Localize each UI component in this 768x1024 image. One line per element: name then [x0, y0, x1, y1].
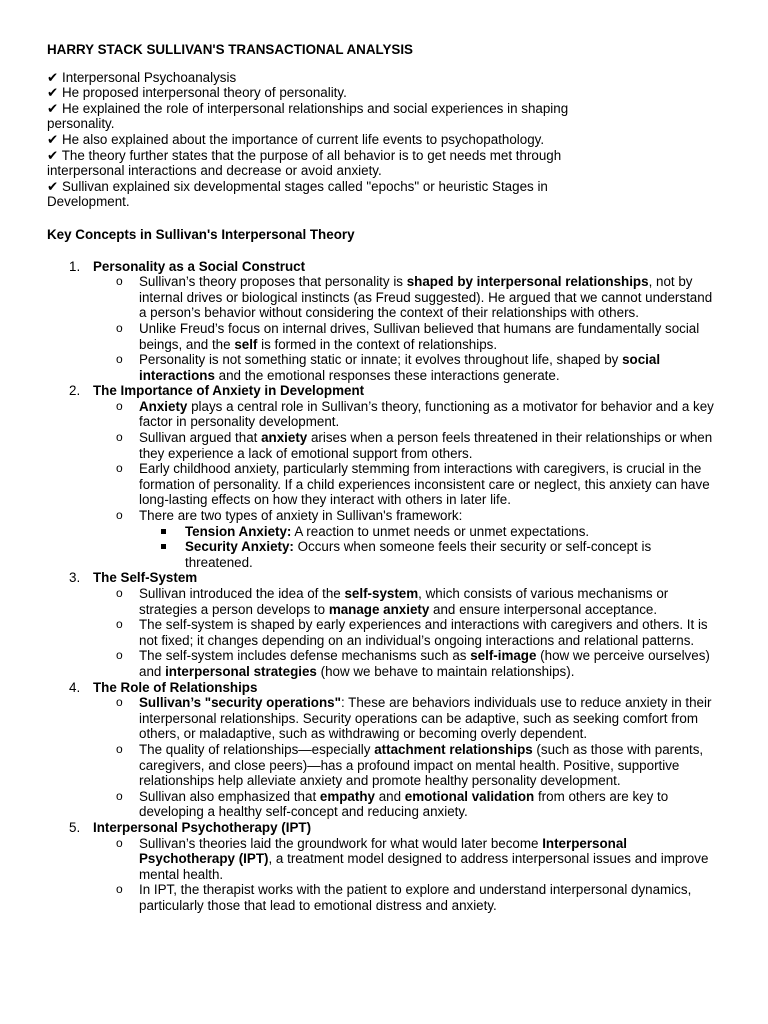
concept-item	[47, 680, 748, 820]
circle-bullet-icon: o	[116, 461, 123, 476]
sub-item	[93, 695, 723, 742]
check-mark-icon: ✔	[47, 178, 59, 194]
sub-item	[93, 882, 723, 913]
circle-bullet-icon: o	[116, 882, 123, 897]
concept-title: Interpersonal Psychotherapy (IPT)	[93, 819, 312, 835]
sub-item	[93, 352, 723, 383]
sub-list	[93, 695, 748, 820]
check-item: ✔ He explained the role of interpersonal relationships and social experiences in shaping personality.	[47, 100, 569, 132]
text-run: A reaction to unmet needs or unmet expectations.	[291, 523, 590, 539]
bold-text: social interactions	[139, 352, 661, 383]
text-run: : These are behaviors individuals use to reduce anxiety in their interpersonal relationships. Security operations can be adaptive, such as seeking comfort from others, or maladaptive, such as withdrawing or becoming overly dependent.	[139, 695, 712, 742]
bold-text: manage anxiety	[328, 601, 430, 617]
sub-item	[93, 399, 723, 430]
concept-title: Personality as a Social Construct	[93, 258, 306, 274]
concept-number: 3.	[69, 570, 81, 586]
square-bullet-icon	[161, 544, 166, 549]
circle-bullet-icon: o	[116, 352, 123, 367]
concept-title: The Importance of Anxiety in Development	[93, 383, 365, 399]
text-run: Sullivan also emphasized that	[139, 788, 320, 804]
sub-item	[93, 508, 723, 570]
sub-list	[93, 836, 748, 914]
bold-text: anxiety	[261, 430, 308, 446]
text-run: , not by internal drives or biological instincts (as Freud suggested). He argued that we cannot understand a person’s behavior without considering the context of their relationships with others.	[139, 274, 713, 321]
text-run: Unlike Freud’s focus on internal drives, Sullivan believed that humans are fundamentally social beings, and the	[139, 320, 700, 352]
sub-item	[93, 274, 723, 321]
document-title: HARRY STACK SULLIVAN'S TRANSACTIONAL ANALYSIS	[47, 42, 413, 57]
section-title: Key Concepts in Sullivan's Interpersonal Theory	[47, 226, 355, 242]
text-run: (how we behave to maintain relationships).	[316, 663, 575, 679]
circle-bullet-icon: o	[116, 586, 123, 600]
check-mark-icon: ✔	[47, 85, 59, 101]
text-run: Sullivan argued that	[139, 430, 262, 446]
sub-item	[93, 789, 723, 820]
bold-text: Sullivan’s "security operations"	[139, 695, 341, 711]
text-run: (such as those with parents, caregivers, and close peers)—has a profound impact on mental health. Positive, supportive relationships help alleviate anxiety and promote healthy personality development.	[139, 741, 704, 789]
circle-bullet-icon: o	[116, 508, 123, 523]
text-run: The quality of relationships—especially	[139, 741, 375, 757]
sub-item	[93, 586, 723, 617]
concept-number: 2.	[69, 383, 81, 399]
check-item: ✔ The theory further states that the purpose of all behavior is to get needs met through interpersonal interactions and decrease or avoid anxiety.	[47, 147, 562, 179]
anxiety-type-list	[139, 524, 723, 571]
concept-item	[47, 259, 748, 384]
concept-item	[47, 383, 748, 570]
circle-bullet-icon: o	[116, 788, 123, 803]
text-run: arises when a person feels threatened in their relationships or when they experience a lack of emotional support from others.	[139, 430, 713, 461]
circle-bullet-icon: o	[116, 741, 123, 756]
circle-bullet-icon: o	[116, 695, 123, 710]
bold-text: interpersonal strategies	[165, 663, 317, 679]
bold-text: self	[234, 336, 258, 352]
text-run: Early childhood anxiety, particularly stemming from interactions with caregivers, is crucial in the formation of personality. If a child experiences inconsistent care or neglect, this anxiety can have long-lasting effects on how they interact with others in later life.	[139, 461, 710, 508]
circle-bullet-icon: o	[116, 274, 123, 289]
text-run: Sullivan introduced the idea of the	[139, 586, 345, 601]
sub-item	[93, 617, 723, 648]
anxiety-type-item	[139, 539, 705, 570]
sub-list	[93, 274, 748, 383]
text-run: Personality is not something static or innate; it evolves throughout life, shaped by	[139, 352, 623, 368]
bold-text: empathy	[319, 788, 375, 804]
sub-item	[93, 461, 723, 508]
anxiety-type-item	[139, 524, 705, 540]
checklist	[47, 70, 748, 210]
check-mark-icon: ✔	[47, 69, 59, 85]
text-run: , which consists of various mechanisms or strategies a person develops to	[139, 586, 669, 617]
text-run: Occurs when someone feels their security or self-concept is threatened.	[185, 539, 652, 570]
bold-text: Interpersonal Psychotherapy (IPT)	[139, 835, 628, 867]
concept-number: 1.	[69, 258, 81, 274]
bold-text: Tension Anxiety:	[185, 523, 292, 539]
circle-bullet-icon: o	[116, 320, 123, 335]
circle-bullet-icon: o	[116, 398, 123, 413]
sub-item	[93, 836, 723, 883]
bold-text: self-image	[470, 648, 537, 664]
text-run: and ensure interpersonal acceptance.	[429, 601, 658, 617]
text-run: is formed in the context of relationships.	[257, 336, 498, 352]
concept-number: 4.	[69, 679, 81, 695]
bold-text: emotional validation	[404, 788, 535, 804]
text-run: from others are key to developing a healthy self-concept and reducing anxiety.	[139, 788, 669, 820]
check-item: ✔ Interpersonal Psychoanalysis	[47, 69, 237, 85]
check-item: ✔ He also explained about the importance of current life events to psychopathology.	[47, 131, 545, 147]
text-run: There are two types of anxiety in Sullivan's framework:	[139, 508, 463, 524]
circle-bullet-icon: o	[116, 617, 123, 632]
check-mark-icon: ✔	[47, 100, 59, 116]
bold-text: Anxiety	[139, 398, 188, 414]
concept-title: The Self-System	[93, 570, 198, 586]
check-mark-icon: ✔	[47, 147, 59, 163]
bold-text: attachment relationships	[374, 741, 533, 757]
circle-bullet-icon: o	[116, 648, 123, 663]
sub-item	[93, 321, 723, 352]
square-bullet-icon	[161, 529, 166, 534]
concept-item	[47, 820, 748, 914]
sub-item	[93, 430, 723, 461]
circle-bullet-icon: o	[116, 835, 123, 850]
sub-item	[93, 742, 723, 789]
concept-number: 5.	[69, 819, 81, 835]
sub-list	[93, 399, 748, 571]
sub-item	[93, 648, 723, 679]
text-run: and the emotional responses these interactions generate.	[214, 367, 560, 383]
concept-item	[47, 570, 748, 679]
check-mark-icon: ✔	[47, 131, 59, 147]
text-run: The self-system includes defense mechanisms such as	[139, 648, 471, 664]
bold-text: self-system	[344, 586, 419, 601]
text-run: The self-system is shaped by early experiences and interactions with caregivers and others. It is not fixed; it changes depending on an individual’s ongoing interactions and relational patterns.	[139, 617, 708, 648]
check-item: ✔ Sullivan explained six developmental stages called "epochs" or heuristic Stages in Development.	[47, 178, 548, 210]
bold-text: Security Anxiety:	[185, 539, 294, 555]
sub-list	[93, 586, 748, 680]
text-run: Sullivan’s theory proposes that personality is	[139, 274, 407, 290]
text-run: (how we perceive ourselves) and	[139, 648, 710, 679]
bold-text: shaped by interpersonal relationships	[406, 274, 649, 290]
text-run: plays a central role in Sullivan’s theory, functioning as a motivator for behavior and a key factor in personality development.	[139, 398, 714, 430]
check-item: ✔ He proposed interpersonal theory of personality.	[47, 85, 347, 101]
text-run: In IPT, the therapist works with the patient to explore and understand interpersonal dynamics, particularly those that lead to emotional distress and anxiety.	[139, 882, 692, 913]
text-run: and	[374, 788, 405, 804]
text-run: Sullivan’s theories laid the groundwork for what would later become	[139, 835, 543, 851]
circle-bullet-icon: o	[116, 430, 123, 445]
text-run: , a treatment model designed to address interpersonal issues and improve mental health.	[139, 851, 709, 882]
concept-list	[47, 259, 748, 914]
concept-title: The Role of Relationships	[93, 679, 258, 695]
